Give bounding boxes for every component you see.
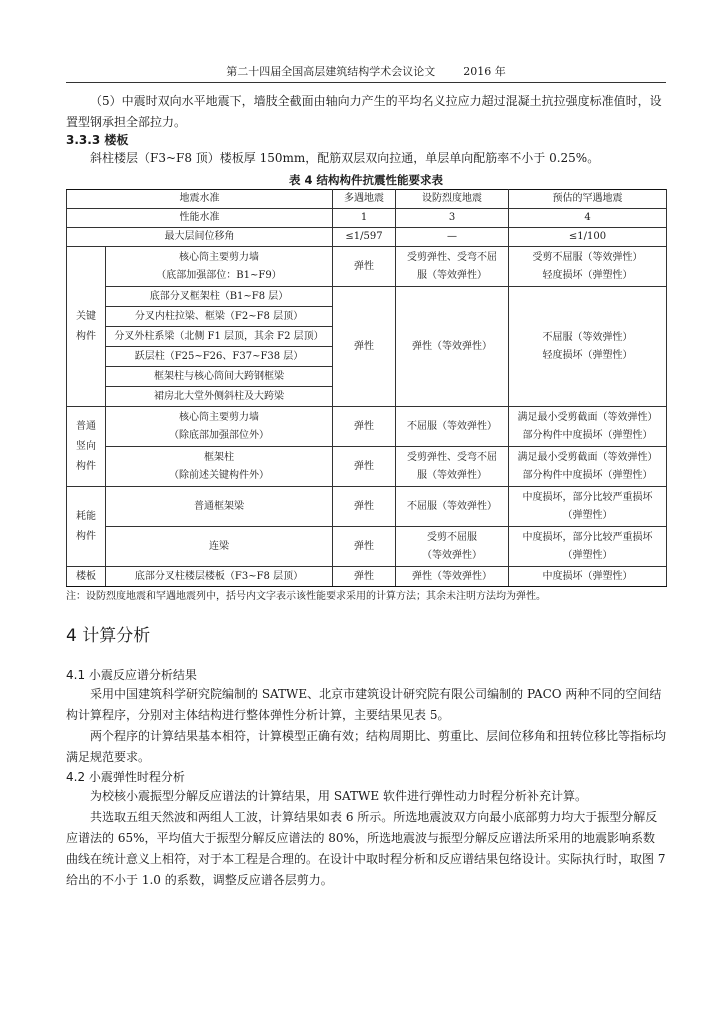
section-4-heading: 4 计算分析	[66, 626, 151, 646]
table-cell: 普通框架梁	[106, 487, 333, 527]
table-cell: 受剪弹性、受弯不屈 服（等效弹性）	[396, 247, 509, 287]
table-cell: 底部分叉柱楼层楼板（F3~F8 层顶）	[106, 567, 333, 587]
table-cell: 弹性	[333, 247, 396, 287]
table-cell: 核心筒主要剪力墙 （除底部加强部位外）	[106, 407, 333, 447]
table-cell: 弹性	[333, 447, 396, 487]
table-header-cell: 多遇地震	[333, 190, 396, 209]
paragraph-tension-steel: （5）中震时双向水平地震下，墙肢全截面由轴向力产生的平均名义拉应力超过混凝土抗拉强度标准值时，设置型钢承担全部拉力。	[66, 94, 662, 129]
table-row	[67, 228, 667, 247]
paragraph-4-2-b: 共选取五组天然波和两组人工波，计算结果如表 6 所示。所选地震波双方向最小底部剪力均大于振型分解反应谱法的 65%，平均值大于振型分解反应谱法的 80%，所选地震波与振型分解反应谱法所采用的地震影响系数曲线在统计意义上相符，对于本工程是合理的。在设计中取时程分析和反应谱结果包络设计。实际执行时，取图 7 给出的不小于 1.0 的系数，调整反应谱各层剪力。	[66, 810, 666, 887]
table-cell: 弹性	[333, 527, 396, 567]
table-row	[67, 567, 667, 587]
table-row	[67, 209, 667, 228]
table-cell: 中度损坏，部分比较严重损坏 （弹塑性）	[509, 527, 667, 567]
table-cell: 分叉外柱系梁（北侧 F1 层顶，其余 F2 层顶）	[106, 327, 333, 347]
table-cell: 弹性	[333, 287, 396, 407]
table-row	[67, 247, 667, 287]
table-caption: 表 4 结构构件抗震性能要求表	[288, 173, 443, 187]
table-header-cell: 设防烈度地震	[396, 190, 509, 209]
section-4-2-heading: 4.2 小震弹性时程分析	[66, 770, 185, 784]
group-label-energy-members: 耗能构件	[67, 487, 106, 567]
table-cell: 跃层柱（F25~F26、F37~F38 层）	[106, 347, 333, 367]
table-cell: 4	[509, 209, 667, 228]
table-cell: 弹性（等效弹性）	[396, 287, 509, 407]
table-cell: 分叉内柱拉梁、框梁（F2~F8 层顶）	[106, 307, 333, 327]
table-row	[67, 487, 667, 527]
header-title: 第二十四届全国高层建筑结构学术会议论文	[226, 65, 436, 78]
table-cell: 连梁	[106, 527, 333, 567]
table-cell: —	[396, 228, 509, 247]
table-cell: ≤1/100	[509, 228, 667, 247]
table-cell: 底部分叉框架柱（B1~F8 层）	[106, 287, 333, 307]
table-cell: 弹性	[333, 407, 396, 447]
table-cell: 不屈服（等效弹性）	[396, 407, 509, 447]
group-label-key-members: 关键构件	[67, 247, 106, 407]
table-note: 注：设防烈度地震和罕遇地震列中，括号内文字表示该性能要求采用的计算方法；其余未注明方法均为弹性。	[66, 591, 546, 602]
table-cell: 最大层间位移角	[67, 228, 333, 247]
table-cell: 中度损坏（弹塑性）	[509, 567, 667, 587]
table-cell: 满足最小受剪截面（等效弹性） 部分构件中度损坏（弹塑性）	[509, 407, 667, 447]
table-cell: 裙房北大堂外侧斜柱及大跨梁	[106, 387, 333, 407]
table-cell: 受剪弹性、受弯不屈 服（等效弹性）	[396, 447, 509, 487]
paragraph-4-2-a: 为校核小震振型分解反应谱法的计算结果，用 SATWE 软件进行弹性动力时程分析补充计算。	[90, 789, 587, 803]
table-cell: ≤1/597	[333, 228, 396, 247]
heading-3-3-3: 3.3.3 楼板	[66, 133, 129, 147]
table-cell: 不屈服（等效弹性）	[396, 487, 509, 527]
performance-table	[66, 189, 667, 587]
table-header-cell: 地震水准	[67, 190, 333, 209]
table-cell: 框架柱 （除前述关键构件外）	[106, 447, 333, 487]
table-cell: 受剪不屈服 （等效弹性）	[396, 527, 509, 567]
paragraph-floor-slab: 斜柱楼层（F3~F8 顶）楼板厚 150mm，配筋双层双向拉通，单层单向配筋率不小于 0.25%。	[90, 151, 600, 165]
table-cell: 弹性（等效弹性）	[396, 567, 509, 587]
table-cell: 满足最小受剪截面（等效弹性） 部分构件中度损坏（弹塑性）	[509, 447, 667, 487]
table-header-cell: 预估的罕遇地震	[509, 190, 667, 209]
header-year: 2016 年	[463, 65, 506, 78]
table-cell: 受剪不屈服（等效弹性） 轻度损坏（弹塑性）	[509, 247, 667, 287]
table-row	[67, 407, 667, 447]
table-cell: 核心筒主要剪力墙 （底部加强部位：B1~F9）	[106, 247, 333, 287]
paragraph-4-1-a: 采用中国建筑科学研究院编制的 SATWE、北京市建筑设计研究院有限公司编制的 PACO 两种不同的空间结构计算程序，分别对主体结构进行整体弹性分析计算，主要结果见表 5。	[66, 687, 662, 722]
table-cell: 框架柱与核心筒间大跨钢框梁	[106, 367, 333, 387]
table-row	[67, 190, 667, 209]
table-cell: 弹性	[333, 567, 396, 587]
table-row	[67, 287, 667, 307]
paragraph-4-1-b: 两个程序的计算结果基本相符，计算模型正确有效；结构周期比、剪重比、层间位移角和扭转位移比等指标均满足规范要求。	[66, 729, 667, 764]
table-cell: 3	[396, 209, 509, 228]
table-cell: 1	[333, 209, 396, 228]
section-4-1-heading: 4.1 小震反应谱分析结果	[66, 668, 197, 682]
running-header	[66, 62, 666, 83]
table-cell: 弹性	[333, 487, 396, 527]
table-cell: 不屈服（等效弹性） 轻度损坏（弹塑性）	[509, 287, 667, 407]
table-row	[67, 527, 667, 567]
table-row	[67, 447, 667, 487]
group-label-vertical-members: 普通竖向构件	[67, 407, 106, 487]
table-cell: 性能水准	[67, 209, 333, 228]
group-label-floor: 楼板	[67, 567, 106, 587]
table-cell: 中度损坏，部分比较严重损坏 （弹塑性）	[509, 487, 667, 527]
